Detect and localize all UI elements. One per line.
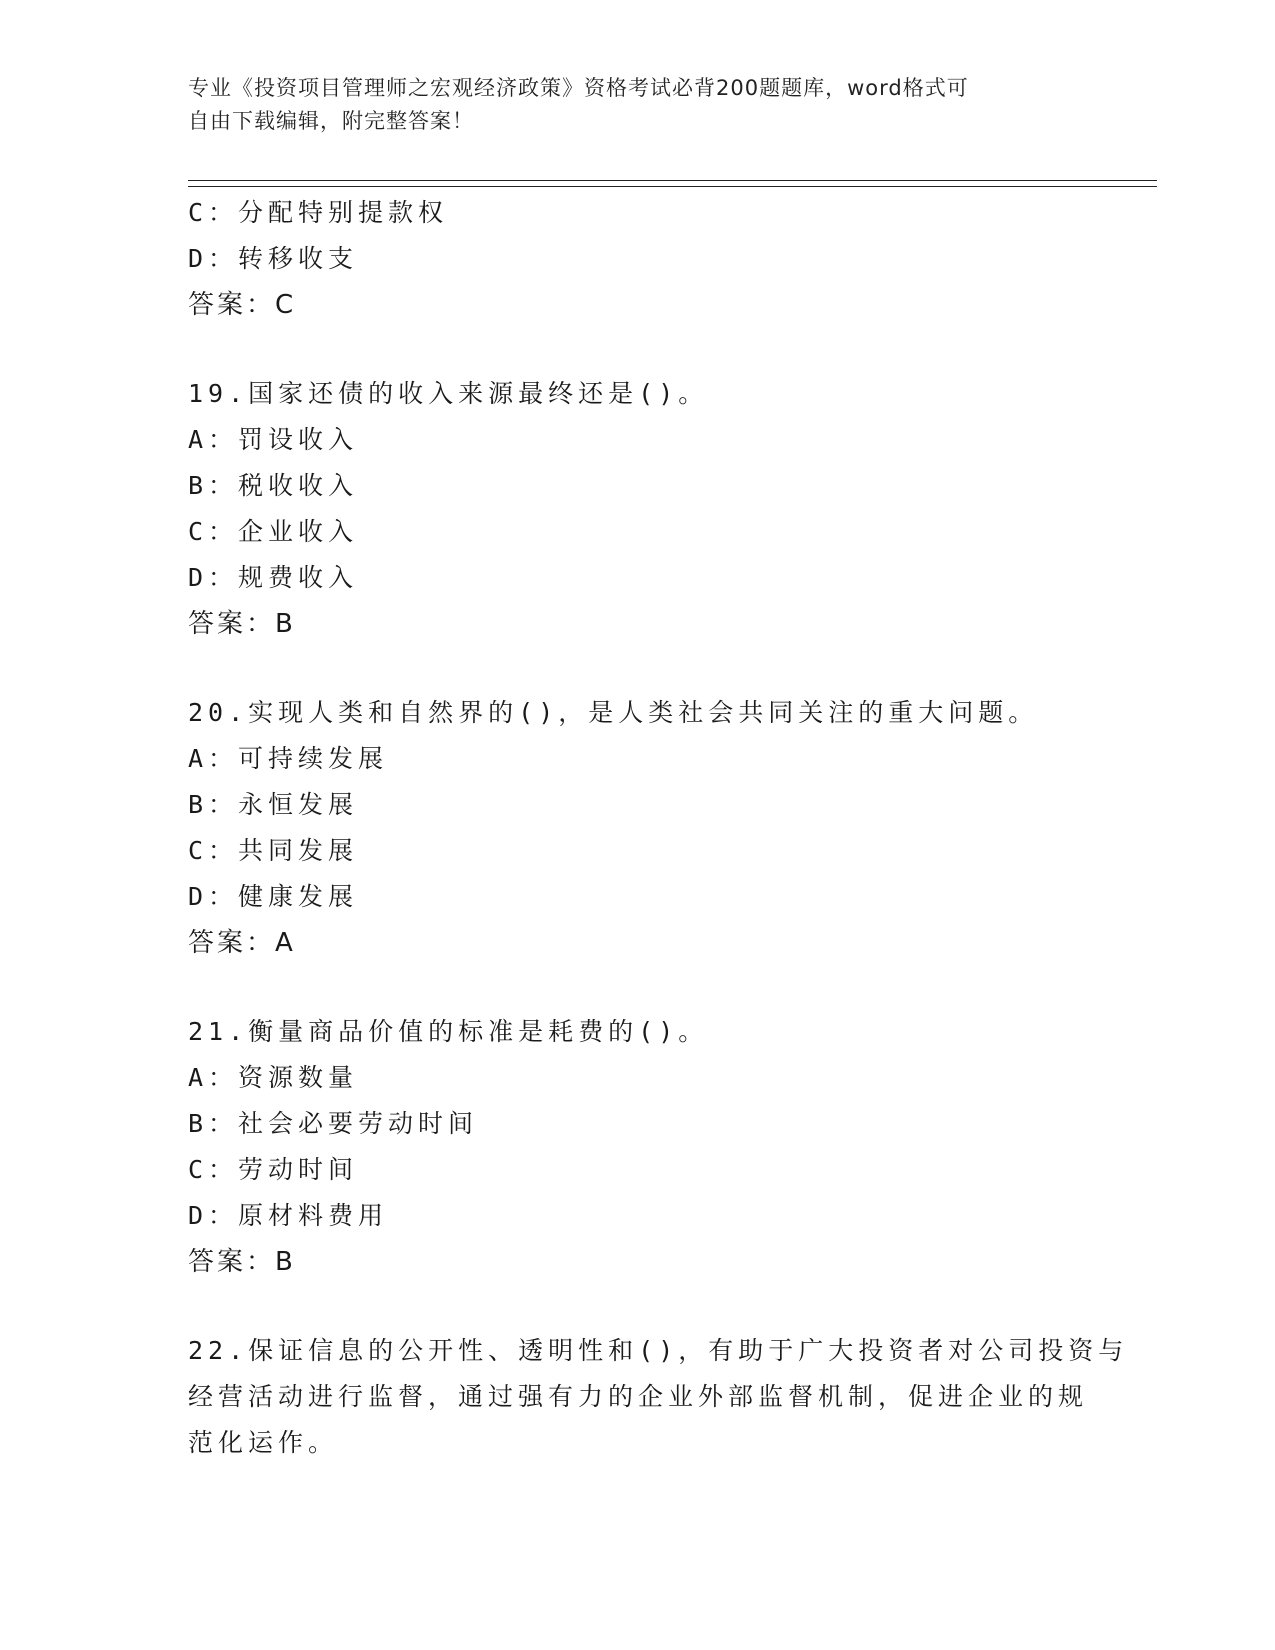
option-d: D：转移收支 bbox=[188, 244, 359, 273]
question-block-19 bbox=[188, 371, 1088, 647]
answer-line: 答案：C bbox=[188, 290, 297, 320]
answer-line: 答案：B bbox=[188, 609, 296, 639]
option-d: D：原材料费用 bbox=[188, 1201, 389, 1230]
question-stem: 19.国家还债的收入来源最终还是()。 bbox=[188, 379, 709, 408]
option-b: B：永恒发展 bbox=[188, 790, 359, 819]
header-divider-bottom bbox=[188, 186, 1157, 187]
document-header bbox=[188, 72, 1088, 138]
spacer bbox=[188, 1285, 1088, 1328]
header-divider-top bbox=[188, 180, 1157, 181]
question-block-20 bbox=[188, 690, 1088, 966]
option-b: B：社会必要劳动时间 bbox=[188, 1109, 479, 1138]
document-body bbox=[188, 190, 1129, 1466]
header-line-1: 专业《投资项目管理师之宏观经济政策》资格考试必背200题题库，word格式可 bbox=[188, 76, 969, 100]
spacer bbox=[188, 647, 1088, 690]
option-d: D：规费收入 bbox=[188, 563, 359, 592]
question-block-21 bbox=[188, 1009, 1088, 1285]
option-d: D：健康发展 bbox=[188, 882, 359, 911]
option-c: C：劳动时间 bbox=[188, 1155, 359, 1184]
question-stem: 20.实现人类和自然界的()，是人类社会共同关注的重大问题。 bbox=[188, 698, 1039, 727]
option-a: A：可持续发展 bbox=[188, 744, 389, 773]
option-a: A：罚设收入 bbox=[188, 425, 359, 454]
spacer bbox=[188, 328, 1088, 371]
option-b: B：税收收入 bbox=[188, 471, 359, 500]
question-block-18-continued bbox=[188, 190, 1088, 328]
option-c: C：分配特别提款权 bbox=[188, 198, 449, 227]
spacer bbox=[188, 966, 1088, 1009]
question-stem-line-2: 经营活动进行监督，通过强有力的企业外部监督机制，促进企业的规 bbox=[188, 1382, 1089, 1411]
question-stem: 21.衡量商品价值的标准是耗费的()。 bbox=[188, 1017, 709, 1046]
option-c: C：企业收入 bbox=[188, 517, 359, 546]
header-line-2: 自由下载编辑，附完整答案！ bbox=[188, 109, 474, 133]
option-a: A：资源数量 bbox=[188, 1063, 359, 1092]
answer-line: 答案：B bbox=[188, 1247, 296, 1277]
option-c: C：共同发展 bbox=[188, 836, 359, 865]
question-stem-line-1: 22.保证信息的公开性、透明性和()，有助于广大投资者对公司投资与 bbox=[188, 1336, 1129, 1365]
answer-line: 答案：A bbox=[188, 928, 296, 958]
question-stem-line-3: 范化运作。 bbox=[188, 1428, 339, 1457]
question-block-22 bbox=[188, 1328, 1129, 1466]
